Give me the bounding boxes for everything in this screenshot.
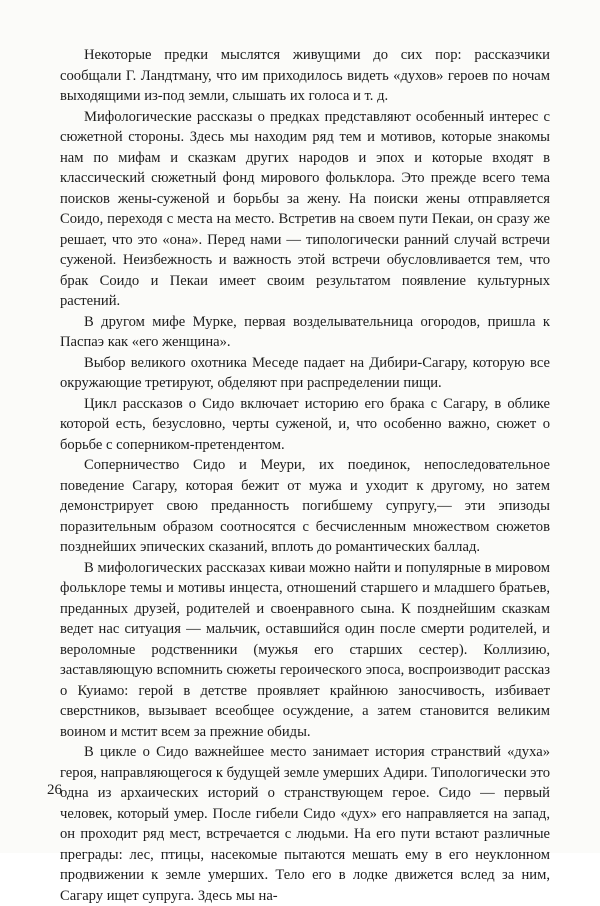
paragraph-2: Мифологические рассказы о предках представляют особенный интерес с сюжетной стороны. Здесь мы находим ряд тем и мотивов, которые знакомы нам по мифам и сказкам других народов и эпох и которые входят в классический сюжетный фонд мирового фольклора. Это прежде всего тема поисков жены-суженой и борьбы за жену. На поиски жены отправляется Соидо, переходя с места на место. Встретив на своем пути Пекаи, он сразу же решает, что это «она». Перед нами — типологически ранний случай встречи суженой. Неизбежность и важность этой встречи обусловливается тем, что брак Соидо и Пекаи имеет своим результатом появление культурных растений.: [60, 108, 550, 309]
paragraph-6: Соперничество Сидо и Меури, их поединок, непоследовательное поведение Сагару, которая бежит от мужа и уходит к другому, но затем демонстрирует свою преданность погибшему супругу,— эти эпизоды поразительным образом соотносятся с бесчисленным множеством сюжетов позднейших эпических сказаний, вплоть до романтических баллад.: [60, 457, 550, 555]
paragraph-8: В цикле о Сидо важнейшее место занимает история странствий «духа» героя, направляющегося к будущей земле умерших Адири. Типологически это одна из архаических историй о странствующем герое. Сидо — первый человек, который умер. После гибели Сидо «дух» его направляется на запад, он проходит ряд мест, встречается с людьми. На его пути встают различные преграды: лес, птицы, насекомые пытаются мешать ему в его неуклонном продвижении к земле умерших. Тело его в лодке движется вслед за ним, Сагару ищет супруга. Здесь мы на-: [60, 744, 550, 904]
page-number: 26: [47, 782, 62, 798]
paragraph-4: Выбор великого охотника Меседе падает на Дибири-Сагару, которую все окружающие третируют, обделяют при распределении пищи.: [60, 354, 550, 391]
paragraph-1: Некоторые предки мыслятся живущими до сих пор: рассказчики сообщали Г. Ландтману, что им приходилось видеть «духов» героев по ночам выходящими из-под земли, слышать их голоса и т. д.: [60, 47, 550, 104]
paragraph-7: В мифологических рассказах киваи можно найти и популярные в мировом фольклоре темы и мотивы инцеста, отношений старшего и младшего братьев, преданных друзей, родителей и своенравного сына. К позднейшим сказкам ведет нас ситуация — мальчик, оставшийся один после смерти родителей, и вероломные родственники (мужья его старших сестер). Коллизию, заставляющую вспомнить сюжеты героического эпоса, воспроизводит рассказ о Куиамо: герой в детстве проявляет крайнюю заносчивость, избивает сверстников, вызывает всеобщее осуждение, а затем становится великим воином и мстит всем за прежние обиды.: [60, 559, 550, 740]
paragraph-3: В другом мифе Мурке, первая возделывательница огородов, пришла к Паспаэ как «его женщина».: [60, 313, 550, 350]
paragraph-5: Цикл рассказов о Сидо включает историю его брака с Сагару, в облике которой есть, безусловно, черты суженой, и, что особенно важно, сюжет о борьбе с соперником-претендентом.: [60, 395, 550, 453]
body-text: [60, 45, 550, 906]
